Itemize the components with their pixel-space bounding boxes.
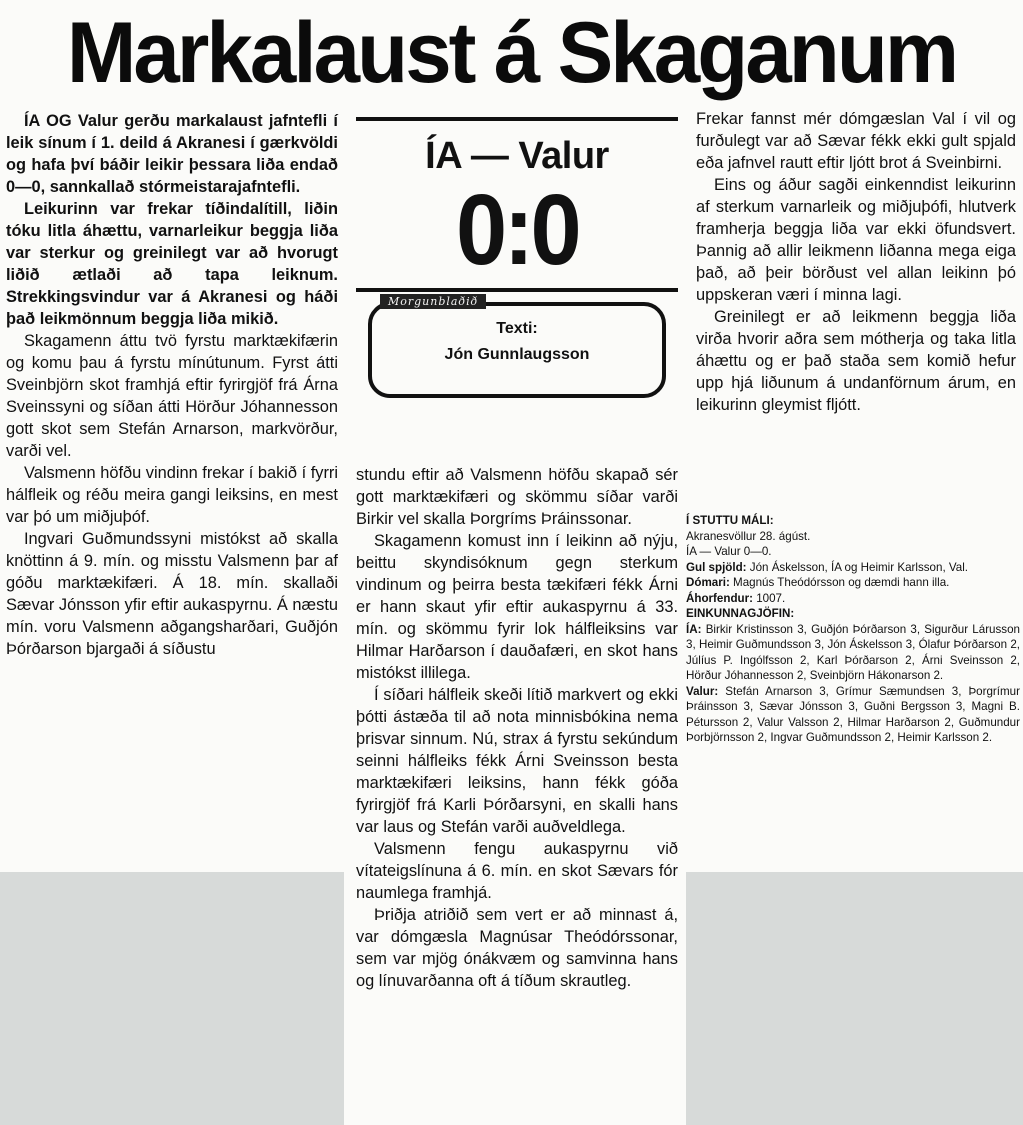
paragraph: Valsmenn höfðu vindinn frekar í bakið í fyrri hálfleik og réðu meira gangi leiksins, en mest var þó um miðjuþóf. (6, 464, 338, 526)
facts-ratings-ia: ÍA: Birkir Kristinsson 3, Guðjón Þórðarson 3, Sigurður Lárusson 3, Heimir Guðmundsson 3, Jón Áskelsson 3, Ólafur Þórðarson 2, Júlíus P. Ingólfsson 2, Karl Þórðarson 2, Árni Sveinsson 2, Hörður Jóhannesson 2, Sveinbjörn Hákonarson 2. (686, 622, 1020, 682)
paragraph: Eins og áður sagði einkenndist leikurinn af sterkum varnarleik og miðjuþófi, hlutverk framherja beggja liða var ekki öfundsvert. Þannig að allir leikmenn liðanna mega eiga það, að þeir börðust vel allan leikinn þó uppskeran væri í minna lagi. (696, 176, 1016, 304)
match-title: ÍA — Valur (425, 135, 609, 177)
paragraph: Greinilegt er að leikmenn beggja liða virða hvorir aðra sem mótherja og taka litla áhættu og er það staða sem komið hefur upp hjá liðunum á undanförnum árum, en leikurinn gleymist fljótt. (696, 308, 1016, 414)
paragraph: Þriðja atriðið sem vert er að minnast á, var dómgæsla Magnúsar Theódórssonar, sem var mjög ónákvæm og samvinna hans og línuvarðanna oft á tíðum skrautleg. (356, 906, 678, 990)
paragraph: ÍA OG Valur gerðu markalaust jafntefli í leik sínum í 1. deild á Akranesi í gærkvöldi og hafa því báðir leikir þessara liða endað 0—0, sannkallað stórmeistarajafntefli. (6, 112, 338, 196)
article-column-3 (696, 108, 1016, 416)
credit-label: Texti: (496, 320, 538, 337)
paragraph: Í síðari hálfleik skeði lítið markvert og ekki þótti ástæða til að nota minnisbókina nema þrisvar sinnum. Nú, strax á fyrstu sekúndum seinni hálfleiks fékk Árni Sveinsson besta marktækifæri leiksins, hann fékk góða fyrirgjöf frá Karli Þórðarsyni, en skalli hans var laus og Stefán varði auðveldlega. (356, 686, 678, 836)
headline: Markalaust á Skaganum (66, 5, 957, 101)
facts-heading: Í STUTTU MÁLI: (686, 514, 774, 527)
paragraph: Leikurinn var frekar tíðindalítill, liðin tóku litla áhættu, varnarleikur beggja liða var sterkur og greinilegt var að hvorugt liðið ætlaði að tapa leiknum. Strekkingsvindur var á Akranesi og háði það leikmönnum beggja liða mikið. (6, 200, 338, 328)
paragraph: Skagamenn komust inn í leikinn að nýju, beittu skyndisóknum gegn sterkum vindinum og þeirra besta tækifæri fékk Árni er hann skaut yfir eftir aukaspyrnu á 33. mín. og skömmu fyrir lok hálfleiksins var Hilmar Harðarson í dauðafæri, en skot hans mistókst illilega. (356, 532, 678, 682)
article-column-2 (356, 464, 678, 992)
article-column-1 (6, 110, 338, 660)
paragraph: Valsmenn fengu aukaspyrnu við vítateigslínuna á 6. mín. en skot Sævars fór naumlega framhjá. (356, 840, 678, 902)
masthead-logo: Morgunblaðið (380, 294, 486, 309)
facts-yellow-cards: Gul spjöld: Jón Áskelsson, ÍA og Heimir Karlsson, Val. (686, 560, 969, 574)
paragraph: Frekar fannst mér dómgæslan Val í vil og furðulegt var að Sævar fékk ekki gult spjald eða jafnvel rautt eftir ljótt brot á Sveinbirni. (696, 110, 1016, 172)
scorebox-bottom-rule (356, 288, 678, 292)
match-facts (686, 513, 1020, 746)
facts-ratings-heading: EINKUNNAGJÖFIN: (686, 607, 795, 620)
facts-attendance: Áhorfendur: 1007. (686, 591, 786, 605)
credit-name: Jón Gunnlaugsson (444, 346, 590, 363)
facts-venue: Akranesvöllur 28. ágúst. (686, 529, 811, 543)
facts-ratings-valur: Valur: Stefán Arnarson 3, Grímur Sæmundsen 3, Þorgrímur Þráinsson 3, Sævar Jónsson 3, Guðni Bergsson 3, Magni B. Pétursson 2, Valur Valsson 2, Hilmar Harðarson 2, Guðmundur Þorbjörnsson 2, Ingvar Guðmundsson 2, Heimir Karlsson 2. (686, 684, 1020, 744)
match-score: 0:0 (456, 174, 578, 286)
author-credit-box (368, 295, 666, 398)
paragraph: stundu eftir að Valsmenn höfðu skapað sér gott marktækifæri og skömmu síðar varði Birkir vel skalla Þorgríms Þráinssonar. (356, 466, 678, 528)
facts-result: ÍA — Valur 0—0. (686, 545, 772, 558)
facts-referee: Dómari: Magnús Theódórsson og dæmdi hann illa. (686, 576, 950, 589)
scorebox-top-rule (356, 117, 678, 121)
paragraph: Skagamenn áttu tvö fyrstu marktækifærin og komu þau á fyrstu mínútunum. Fyrst átti Sveinbjörn skot framhjá eftir fyrirgjöf frá Árna Sveinssyni og síðan átti Hörður Jóhannesson gott skot sem Stefán Arnarson, markvörður, varði vel. (6, 332, 338, 460)
paragraph: Ingvari Guðmundssyni mistókst að skalla knöttinn á 9. mín. og misstu Valsmenn þar af góðu marktækifæri. Á 18. mín. skallaði Sævar Jónsson yfir eftir aukaspyrnu. Á næstu mín. voru Valsmenn aðgangsharðari, Guðjón Þórðarson bjargaði á síðustu (6, 530, 338, 658)
